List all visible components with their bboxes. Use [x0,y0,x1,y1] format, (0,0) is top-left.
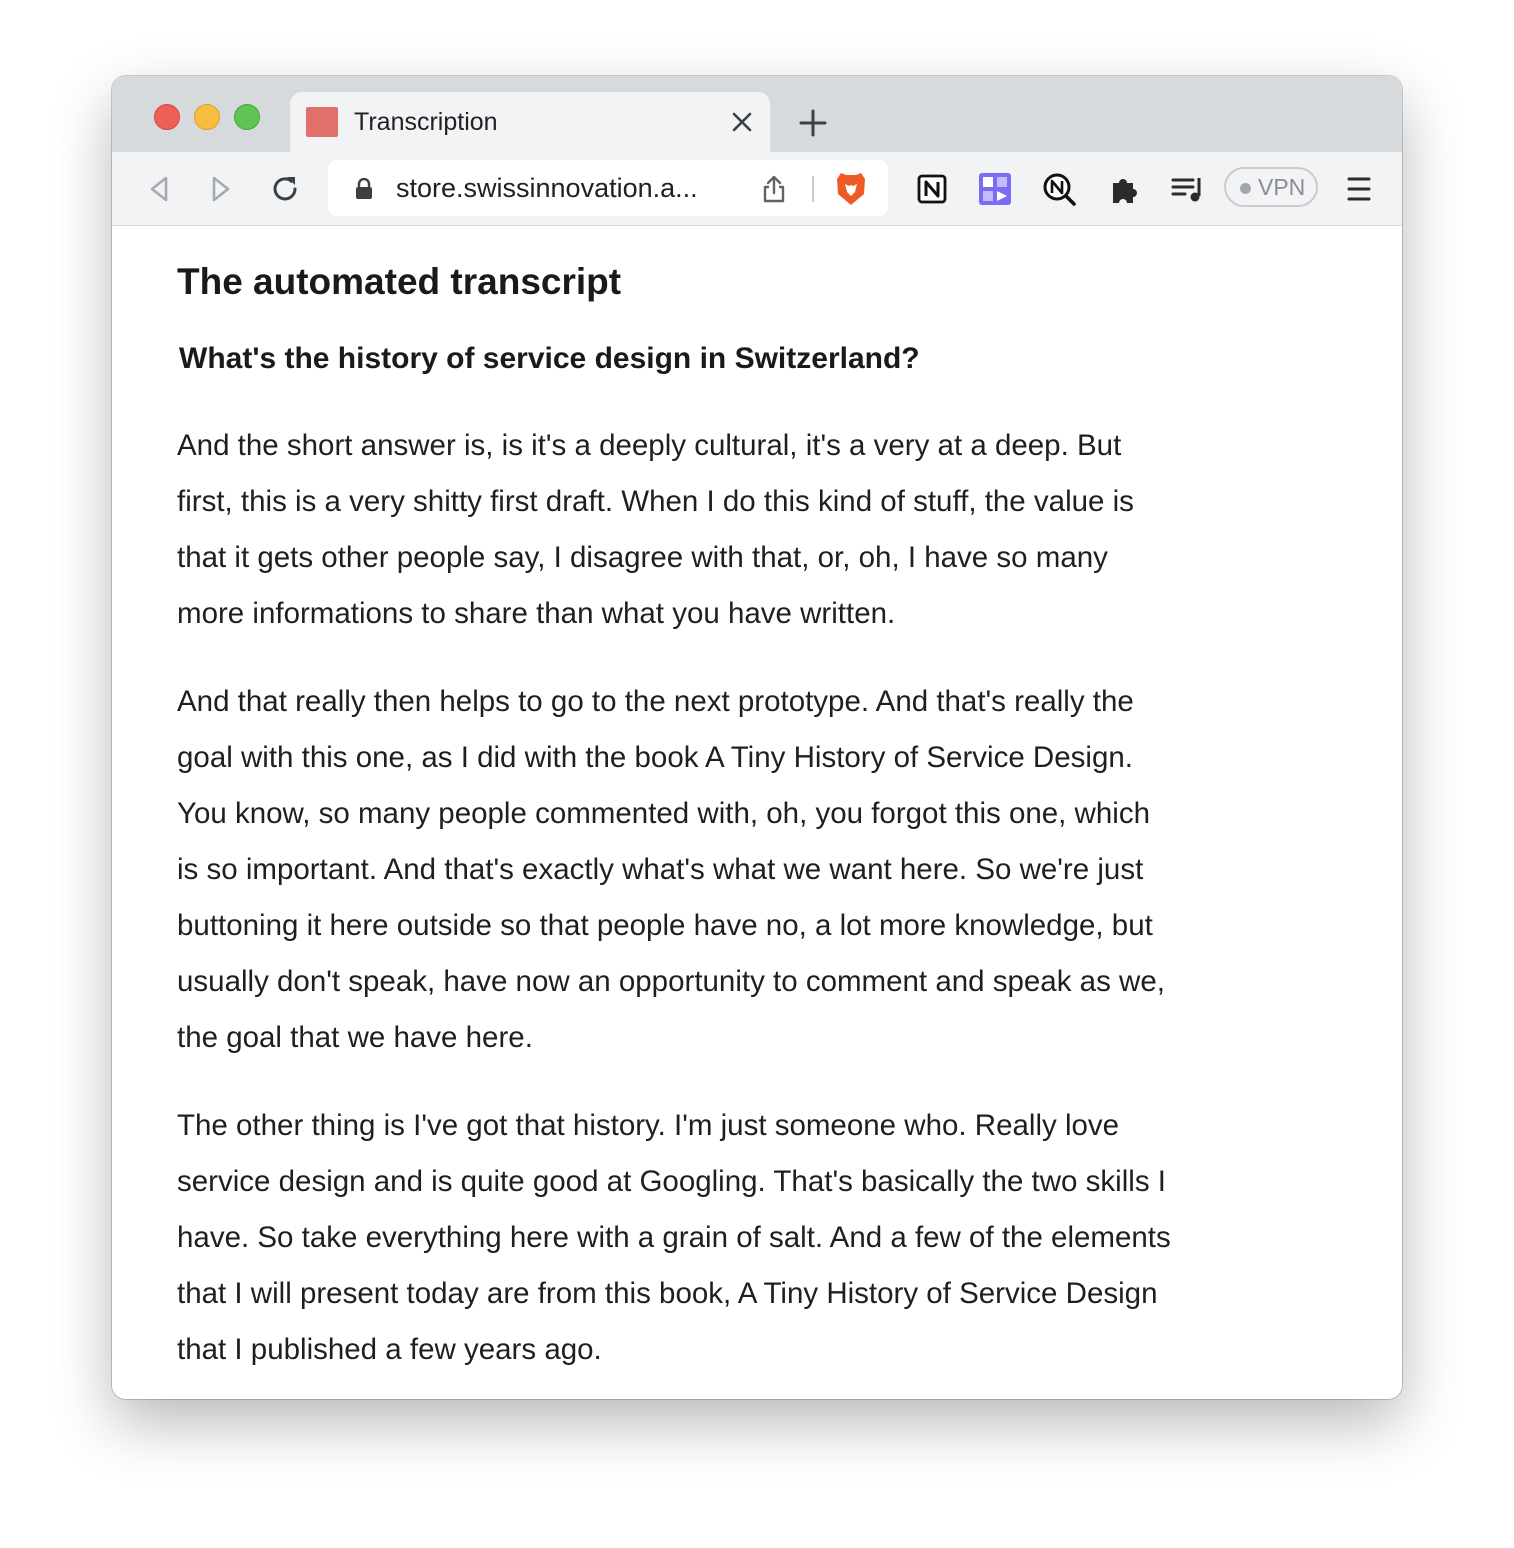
address-bar-divider [812,176,814,202]
paragraph-line: that I will present today are from this book, A Tiny History of Service Design [177,1277,1158,1310]
paragraph-line: the goal that we have here. [177,1021,533,1054]
n-magnifier-icon[interactable] [1042,172,1076,206]
paragraph-line: service design and is quite good at Googling. That's basically the two skills I [177,1165,1166,1198]
page-title: The automated transcript [177,261,622,302]
vpn-status-dot [1240,183,1251,194]
paragraph-line: And the short answer is, is it's a deeply cultural, it's a very at a deep. But [177,429,1122,462]
minimize-window-button[interactable] [194,104,220,130]
ar-extension-icon[interactable] [978,172,1012,206]
url-text: store.swissinnovation.a... [396,173,698,203]
favicon-icon [306,107,338,137]
page-content [112,226,1402,1399]
notion-icon[interactable] [915,172,949,206]
paragraph-line: have. So take everything here with a grain of salt. And a few of the elements [177,1221,1171,1254]
puzzle-icon[interactable] [1107,172,1141,206]
transcript-paragraph [177,418,1357,642]
vpn-button[interactable] [1224,167,1318,207]
tab-title: Transcription [354,108,498,136]
question-heading: What's the history of service design in Switzerland? [179,342,920,375]
media-queue-icon[interactable] [1170,172,1204,206]
paragraph-line: that it gets other people say, I disagree with that, or, oh, I have so many [177,541,1108,574]
paragraph-line: usually don't speak, have now an opportunity to comment and speak as we, [177,965,1165,998]
lock-icon [354,178,374,200]
paragraph-line: And that really then helps to go to the next prototype. And that's really the [177,685,1134,718]
close-tab-icon[interactable] [730,110,754,134]
vpn-label: VPN [1258,174,1306,200]
menu-icon[interactable] [1342,172,1376,206]
paragraph-line: buttoning it here outside so that people have no, a lot more knowledge, but [177,909,1153,942]
paragraph-line: The other thing is I've got that history. I'm just someone who. Really love [177,1109,1120,1142]
address-bar[interactable] [328,160,888,216]
paragraph-line: that I published a few years ago. [177,1333,602,1366]
transcript-paragraph [177,674,1357,1066]
brave-shields-icon[interactable] [834,170,868,208]
tab-strip [112,76,1402,152]
paragraph-line: goal with this one, as I did with the book A Tiny History of Service Design. [177,741,1133,774]
share-icon[interactable] [760,174,788,204]
tab-transcription[interactable] [290,92,770,152]
new-tab-plus-icon[interactable] [798,108,828,138]
paragraph-line: more informations to share than what you have written. [177,597,896,630]
paragraph-line: You know, so many people commented with, oh, you forgot this one, which [177,797,1150,830]
paragraph-line: is so important. And that's exactly what's what we want here. So we're just [177,853,1144,886]
close-window-button[interactable] [154,104,180,130]
back-arrow-icon[interactable] [142,172,176,206]
toolbar [112,152,1402,226]
paragraph-line: first, this is a very shitty first draft. When I do this kind of stuff, the value is [177,485,1134,518]
zoom-window-button[interactable] [234,104,260,130]
browser-window [112,76,1402,1399]
transcript-paragraph [177,1098,1357,1378]
forward-arrow-icon[interactable] [204,172,238,206]
reload-icon[interactable] [268,172,302,206]
